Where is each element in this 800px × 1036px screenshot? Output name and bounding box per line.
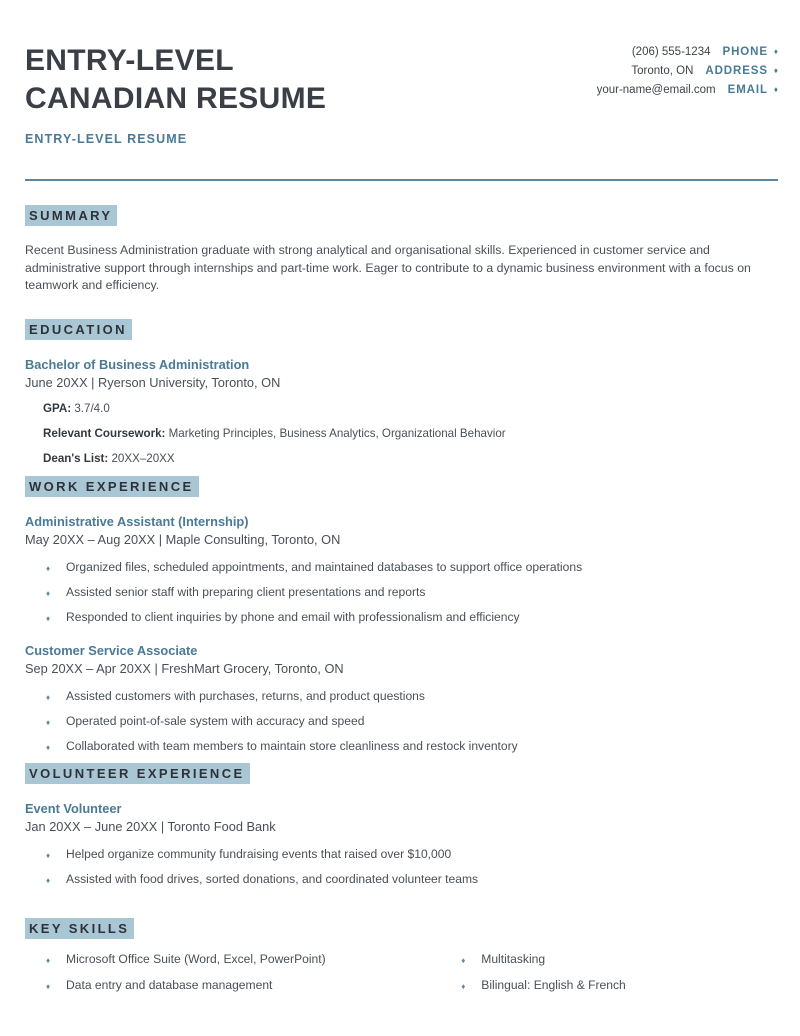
work-entry-title: Administrative Assistant (Internship)	[25, 513, 249, 529]
contact-row-email	[597, 84, 778, 96]
diamond-bullet-icon: ♦	[461, 955, 466, 965]
work-entry-bullets	[25, 688, 778, 755]
detail-label: GPA:	[43, 401, 72, 415]
list-item	[25, 951, 440, 968]
volunteer-entry	[25, 800, 778, 888]
diamond-bullet-icon: ♦	[46, 955, 51, 965]
education-degree: Bachelor of Business Administration	[25, 356, 250, 372]
section-work-experience	[25, 476, 778, 755]
list-item-text: Operated point-of-sale system with accuracy and speed	[66, 713, 365, 728]
contact-label-phone: PHONE	[722, 46, 768, 58]
list-item	[25, 738, 778, 755]
list-item	[25, 846, 778, 863]
detail-value: 20XX–20XX	[108, 451, 175, 465]
skills-column-1	[25, 951, 440, 1003]
contact-value-email: your-name@email.com	[596, 84, 716, 96]
education-detail-coursework	[43, 426, 778, 442]
contact-label-email: EMAIL	[727, 84, 768, 96]
section-education	[25, 295, 778, 467]
list-item-text: Assisted with food drives, sorted donations, and coordinated volunteer teams	[66, 871, 479, 886]
resume-header	[25, 40, 778, 146]
list-item	[25, 871, 778, 888]
list-item-text: Assisted senior staff with preparing client presentations and reports	[66, 584, 426, 599]
work-entry-bullets	[25, 559, 778, 626]
list-item	[25, 609, 778, 626]
diamond-bullet-icon: ♦	[46, 588, 51, 598]
contact-label-address: ADDRESS	[705, 65, 768, 77]
education-detail-gpa	[43, 401, 778, 417]
list-item-text: Bilingual: English & French	[481, 977, 626, 992]
diamond-icon: ♦	[773, 85, 778, 94]
skills-column-2	[440, 951, 778, 1003]
diamond-bullet-icon: ♦	[46, 742, 51, 752]
volunteer-entry-title: Event Volunteer	[25, 800, 122, 816]
list-item	[440, 977, 778, 994]
work-entry	[25, 642, 778, 755]
detail-label: Relevant Coursework:	[43, 426, 166, 440]
diamond-bullet-icon: ♦	[46, 850, 51, 860]
volunteer-entry-bullets	[25, 846, 778, 888]
work-entry-meta: May 20XX – Aug 20XX | Maple Consulting, Toronto, ON	[25, 531, 341, 547]
education-detail-deans-list	[43, 451, 778, 467]
education-meta: June 20XX | Ryerson University, Toronto, ON	[25, 374, 281, 390]
diamond-bullet-icon: ♦	[46, 717, 51, 727]
diamond-bullet-icon: ♦	[46, 563, 51, 573]
list-item	[440, 951, 778, 968]
contact-value-address: Toronto, ON	[631, 65, 694, 77]
list-item-text: Collaborated with team members to maintain store cleanliness and restock inventory	[66, 738, 518, 753]
detail-value: 3.7/4.0	[71, 401, 110, 415]
diamond-bullet-icon: ♦	[46, 613, 51, 623]
list-item-text: Helped organize community fundraising events that raised over $10,000	[66, 846, 452, 861]
resume-subtitle: ENTRY-LEVEL RESUME	[25, 132, 188, 146]
list-item-text: Microsoft Office Suite (Word, Excel, PowerPoint)	[66, 951, 326, 966]
diamond-bullet-icon: ♦	[461, 981, 466, 991]
contact-block	[597, 40, 778, 103]
list-item	[25, 713, 778, 730]
skills-columns	[25, 951, 778, 1003]
contact-row-phone	[597, 46, 778, 58]
education-entry	[25, 356, 778, 467]
list-item-text: Multitasking	[481, 951, 546, 966]
list-item-text: Assisted customers with purchases, returns, and product questions	[66, 688, 425, 703]
list-item-text: Data entry and database management	[66, 977, 273, 992]
contact-value-phone: (206) 555-1234	[631, 46, 711, 58]
section-key-skills	[25, 896, 778, 1003]
diamond-bullet-icon: ♦	[46, 875, 51, 885]
list-item	[25, 688, 778, 705]
diamond-icon: ♦	[773, 47, 778, 56]
diamond-icon: ♦	[773, 66, 778, 75]
list-item	[25, 584, 778, 601]
header-identity	[25, 40, 326, 146]
section-volunteer-experience	[25, 763, 778, 888]
diamond-bullet-icon: ♦	[46, 692, 51, 702]
list-item-text: Responded to client inquiries by phone and email with professionalism and efficiency	[66, 609, 520, 624]
diamond-bullet-icon: ♦	[46, 981, 51, 991]
contact-row-address	[597, 65, 778, 77]
page-title-line2: CANADIAN RESUME	[25, 82, 327, 115]
list-item	[25, 559, 778, 576]
section-heading-volunteer-experience: VOLUNTEER EXPERIENCE	[25, 763, 250, 784]
section-heading-work-experience: WORK EXPERIENCE	[25, 476, 199, 497]
work-entry-title: Customer Service Associate	[25, 642, 198, 658]
summary-text: Recent Business Administration graduate with strong analytical and organisational skills. Experienced in customer service and administrative support through internships and part-time work. Eager to contribute to a dynamic business environment with a focus on teamwork and efficiency.	[25, 243, 751, 292]
list-item-text: Organized files, scheduled appointments, and maintained databases to support office operations	[66, 559, 583, 574]
page-title-line1: ENTRY-LEVEL	[25, 44, 234, 77]
list-item	[25, 977, 440, 994]
section-heading-key-skills: KEY SKILLS	[25, 918, 134, 939]
volunteer-entry-meta: Jan 20XX – June 20XX | Toronto Food Bank	[25, 818, 276, 834]
work-entry-meta: Sep 20XX – Apr 20XX | FreshMart Grocery, Toronto, ON	[25, 660, 344, 676]
education-details	[25, 401, 778, 467]
detail-value: Marketing Principles, Business Analytics, Organizational Behavior	[165, 426, 506, 440]
section-heading-summary: SUMMARY	[25, 205, 117, 226]
detail-label: Dean's List:	[43, 451, 109, 465]
section-heading-education: EDUCATION	[25, 319, 132, 340]
section-summary	[25, 181, 778, 295]
work-entry	[25, 513, 778, 626]
